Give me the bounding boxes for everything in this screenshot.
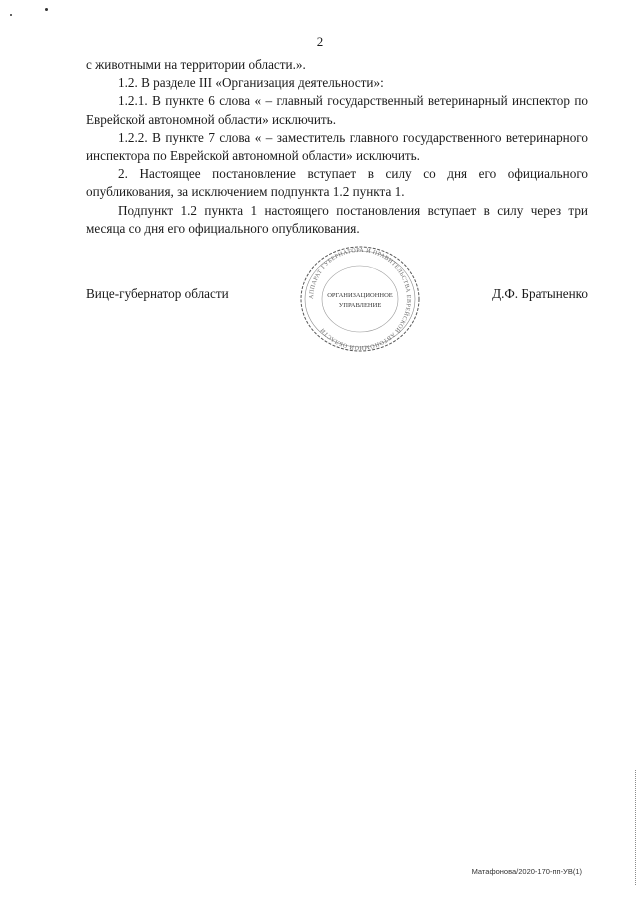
stamp-center-line-2: УПРАВЛЕНИЕ: [338, 302, 382, 309]
signatory-title: Вице-губернатор области: [86, 286, 229, 301]
official-stamp: [296, 244, 424, 354]
paragraph-continuation: с животными на территории области.».: [86, 57, 306, 72]
paragraph-1-2-2: 1.2.2. В пункте 7 слова « – заместитель главного государственного ветеринарного инспектора по Еврейской автономной области» исключить.: [86, 129, 588, 164]
paragraph-section-3: 1.2. В разделе III «Организация деятельности»:: [118, 75, 384, 91]
paragraph-effective-date: 2. Настоящее постановление вступает в силу со дня его официального опубликования, за исключением подпункта 1.2 пункта 1.: [86, 166, 588, 200]
scan-speck: [10, 14, 12, 16]
paragraph-subclause-effective: Подпункт 1.2 пункта 1 настоящего постановления вступает в силу через три месяца со дня его официального опубликования.: [86, 202, 588, 236]
document-body: [86, 56, 588, 238]
svg-text:АППАРАТ ГУБЕРНАТОРА И ПРАВИТЕЛ: [309, 248, 411, 352]
document-reference: Матафонова/2020-170-пп-УВ(1): [471, 867, 582, 876]
signatory-name: Д.Ф. Братыненко: [492, 286, 588, 301]
scan-speck: [45, 8, 48, 11]
stamp-center-line-1: ОРГАНИЗАЦИОННОЕ: [327, 292, 393, 299]
stamp-ring-text: АППАРАТ ГУБЕРНАТОРА И ПРАВИТЕЛЬСТВА ЕВРЕЙСКОЙ АВТОНОМНОЙ ОБЛАСТИ: [308, 247, 412, 351]
scan-edge-artifact: [635, 770, 637, 885]
paragraph-1-2-1: 1.2.1. В пункте 6 слова « – главный государственный ветеринарный инспектор по Еврейской автономной области» исключить.: [86, 93, 588, 127]
page-number: 2: [316, 34, 324, 49]
